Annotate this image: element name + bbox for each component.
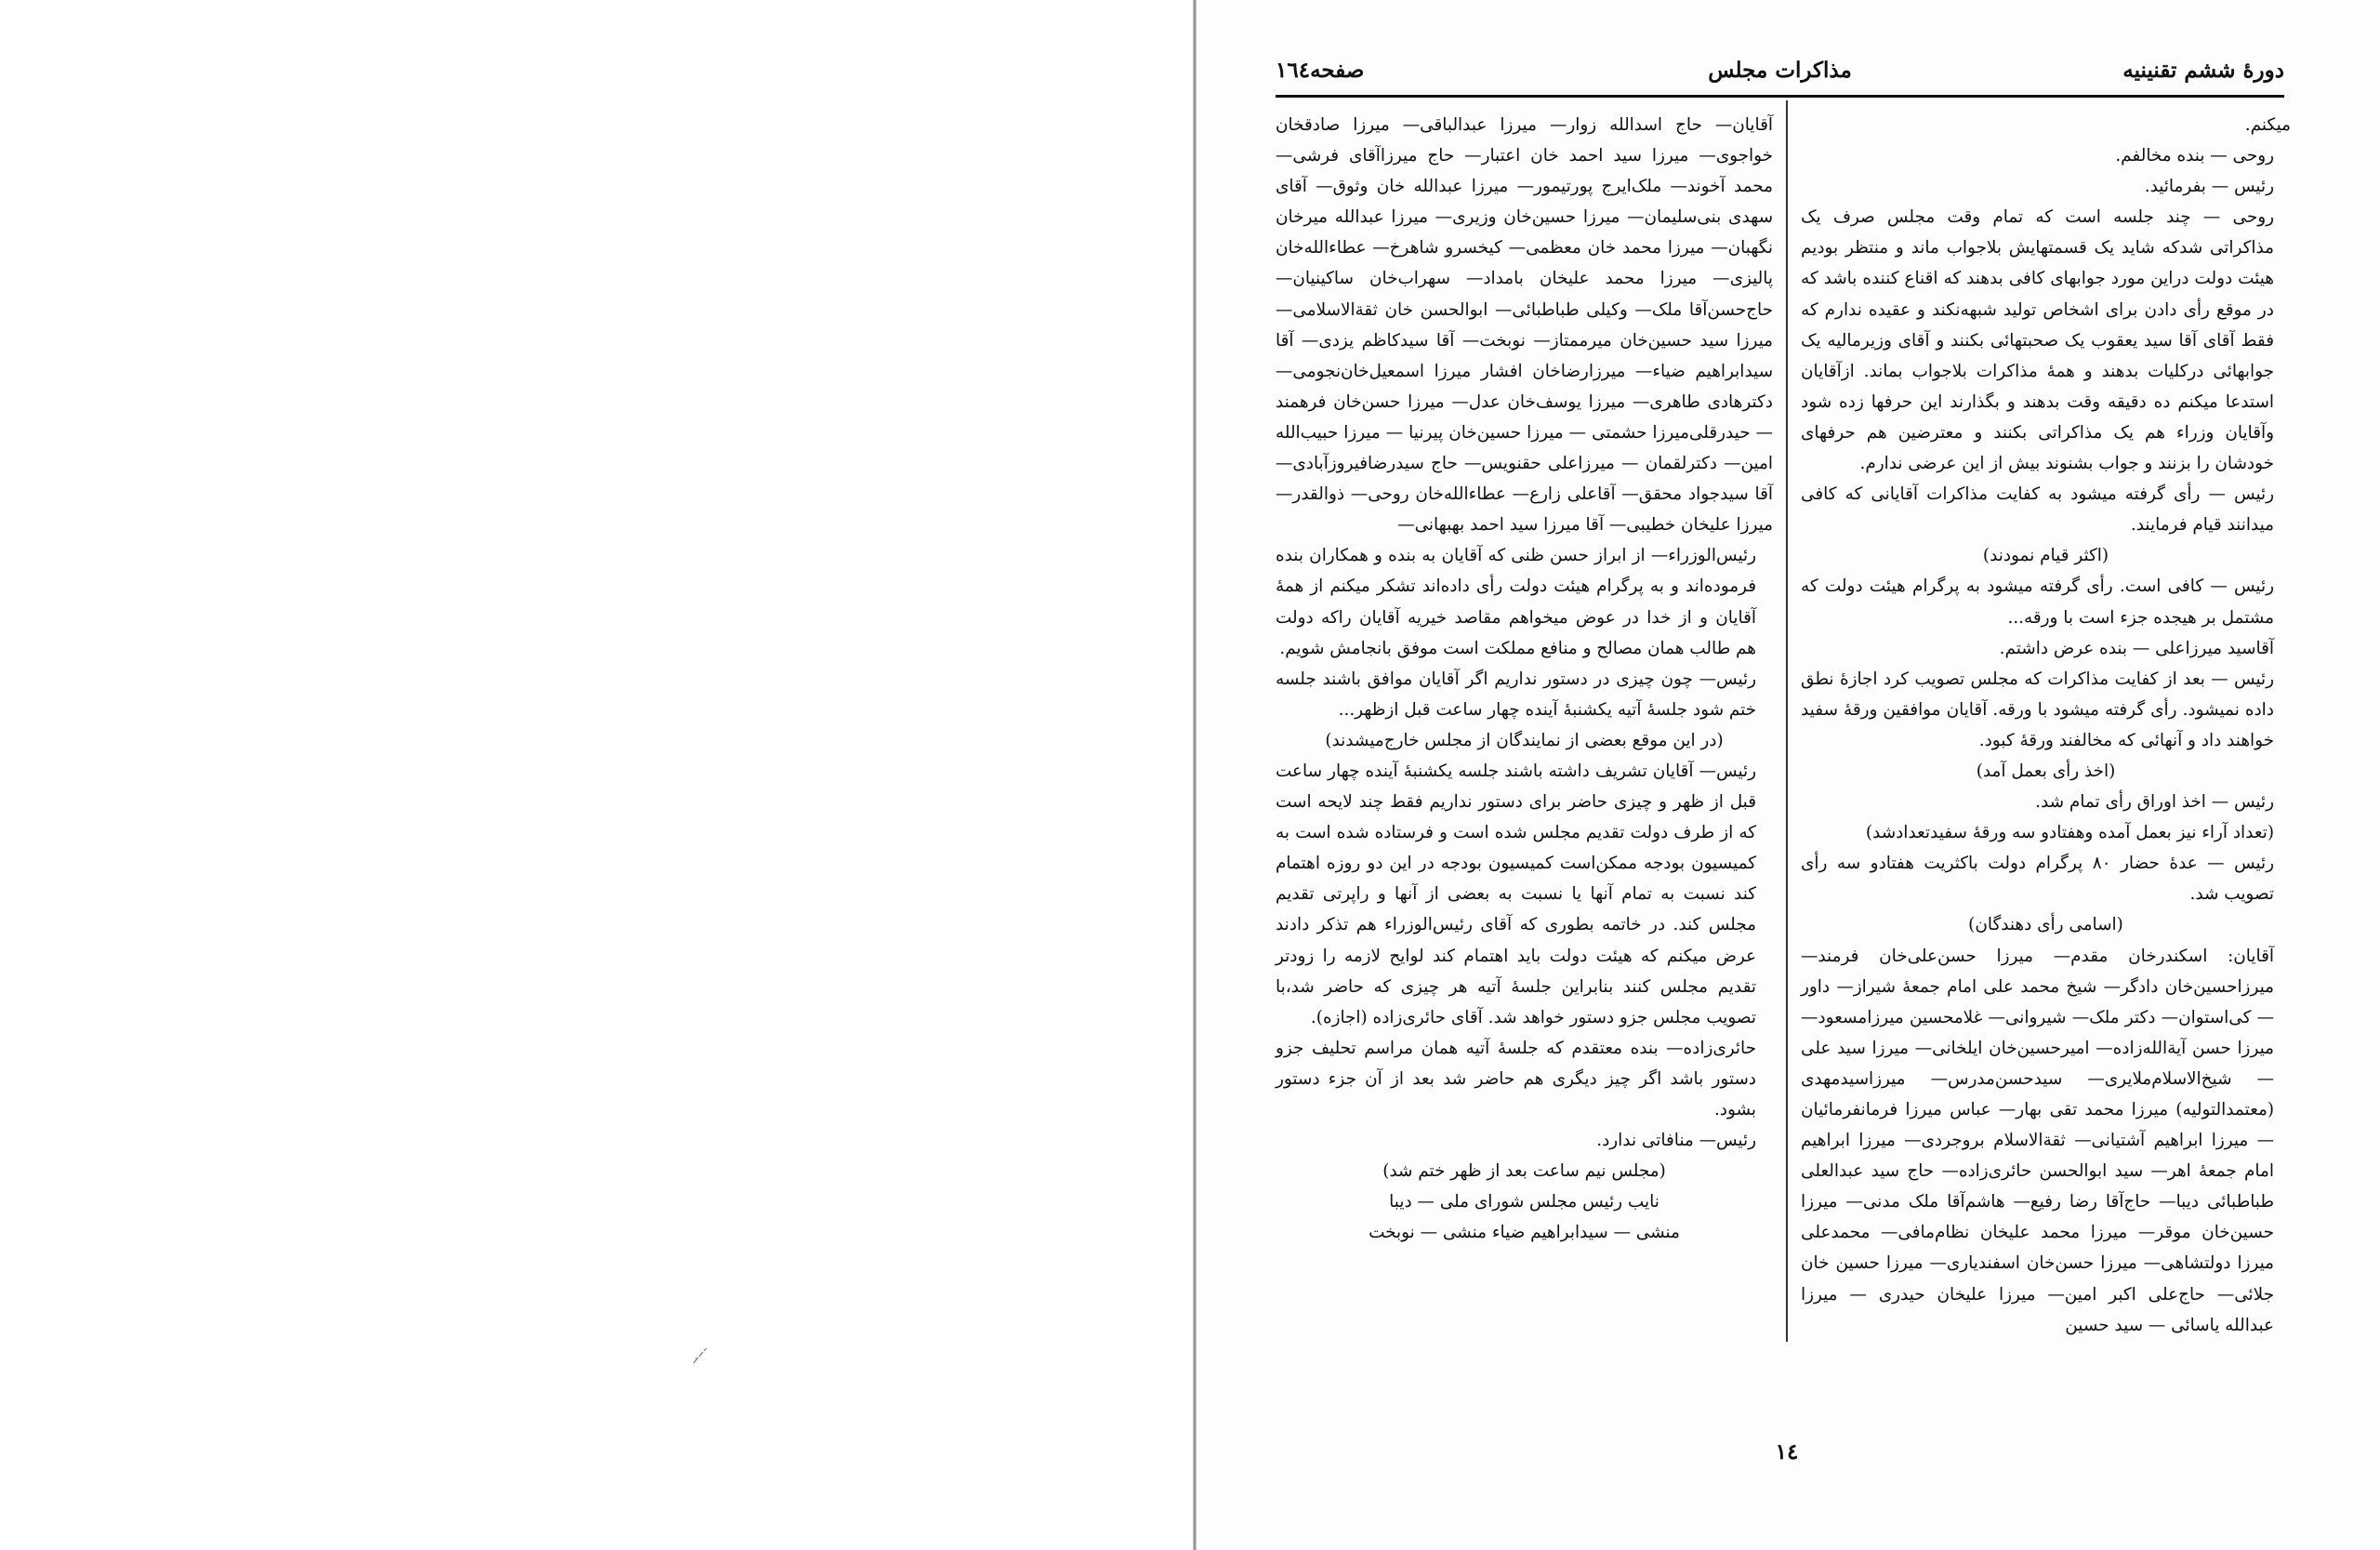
left-text-column [1276, 110, 1773, 1248]
signature-line: نایب رئیس مجلس شورای ملی — دیبا [1389, 1192, 1659, 1212]
header-rule [1276, 95, 2284, 98]
paragraph-centered: (اخذ رأی بعمل آمد) [1976, 761, 2116, 781]
paragraph: رئیس — عدهٔ حضار ۸۰ پرگرام دولت باکثریت هفتادو سه رأی تصویب شد. [1801, 854, 2274, 905]
right-text-column [1801, 110, 2291, 1341]
document-page [1197, 0, 2380, 1550]
page-number: ۱٤ [1775, 1439, 1799, 1464]
ink-speck-mark [690, 1346, 710, 1367]
paragraph: آقاسید میرزاعلی — بنده عرض داشتم. [1999, 638, 2274, 658]
paragraph: رئیس — کافی است. رأی گرفته میشود به پرگرام هیئت دولت که مشتمل بر هیجده جزء است با ورقه... [1801, 576, 2274, 628]
header-journal-title: مذاکرات مجلس [1708, 58, 1852, 83]
paragraph: آقایان— حاج اسدالله زوار— میرزا عبدالباقی— میرزا صادقخان خواجوی— میرزا سید احمد خان اعتبار— حاج میرزاآقای فرشی— محمد آخوند— ملک‌ایرج پورتیمور— میرزا عبدالله خان وثوق— آقای سهدی بنی‌سلیمان— میرزا حسین‌خان وزیری— میرزا عبدالله میرخان نگهبان— میرزا محمد خان معظمی— کیخسرو شاهرخ— عطاءالله‌خان پالیزی— میرزا محمد علیخان بامداد— سهراب‌خان ساکینیان— حاج‌حسن‌آقا ملک— وکیلی طباطبائی— ابوالحسن خان ثقةالاسلامی— میرزا سید حسین‌خان میرممتاز— نوبخت— آقا سیدکاظم یزدی— آقا سیدابراهیم ضیاء— میرزارضاخان افشار میرزا اسمعیل‌خان‌نجومی— دکترهادی طاهری— میرزا یوسف‌خان عدل— میرزا حسن‌خان فرهمند— حیدرقلی‌میرزا حشمتی — میرزا حسین‌خان پیرنیا — میرزا حبیب‌الله امین— دکترلقمان — میرزاعلی حقنویس— حاج سیدرضافیروزآبادی— آقا سیدجواد محقق— آقاعلی زارع— عطاءالله‌خان روحی— ذوالقدر— میرزا علیخان خطیبی— آقا میرزا سید احمد بهبهانی— [1276, 115, 1773, 536]
paragraph: میکنم. [2244, 115, 2291, 135]
paragraph-centered: (اسامی رأی دهندگان) [1968, 915, 2123, 935]
signature-line: منشی — سیدابراهیم ضیاء منشی — نوبخت [1368, 1223, 1680, 1243]
paragraph-centered: (اکثر قیام نمودند) [1982, 546, 2109, 566]
column-divider [1786, 100, 1788, 1342]
paragraph-centered: (مجلس نیم ساعت بعد از ظهر ختم شد) [1382, 1161, 1666, 1182]
paragraph: رئیس — بفرمائید. [2144, 177, 2274, 197]
paragraph: آقایان: اسکندرخان مقدم— میرزا حسن‌علی‌خان فرمند— میرزاحسین‌خان دادگر— شیخ محمد علی امام جمعهٔ شیراز— داور— کی‌استوان— دکتر ملک— شیروانی— غلامحسین میرزامسعود— میرزا حسن آیةالله‌زاده— امیرحسین‌خان ایلخانی— میرزا سید علی— شیخ‌الاسلام‌ملایری— سیدحسن‌مدرس— میرزاسیدمهدی (معتمدالتولیه) میرزا محمد تقی بهار— عباس میرزا فرمانفرمائیان— میرزا ابراهیم آشتیانی— ثقةالاسلام بروجردی— میرزا ابراهیم امام جمعهٔ اهر— سید ابوالحسن حائری‌زاده— حاج سید عبدالعلی طباطبائی دیبا— حاج‌آقا رضا رفیع— هاشم‌آقا ملک مدنی— میرزا حسین‌خان موقر— میرزا محمد علیخان نظام‌مافی— محمدعلی میرزا دولتشاهی— میرزا حسن‌خان اسفندیاری— میرزا حسین خان جلائی— حاج‌علی اکبر امین— میرزا علیخان حیدری — میرزا عبدالله یاسائی — سید حسین [1801, 946, 2274, 1335]
paragraph: روحی — بنده مخالفم. [2115, 146, 2274, 166]
paragraph: (تعداد آراء نیز بعمل آمده وهفتادو سه ورقهٔ سفیدتعدادشد) [1865, 823, 2274, 843]
page-header [1276, 54, 2284, 91]
paragraph: رئیس‌الوزراء— از ابراز حسن ظنی که آقایان به بنده و همکاران بنده فرموده‌اند و به پرگرام هیئت دولت رأی داده‌اند تشکر میکنم از همهٔ آقایان و از خدا در عوض میخواهم مقاصد خیریه آقایان راکه دولت هم طالب همان مصالح و منافع مملکت است موفق بانجامش شویم. [1276, 546, 1756, 658]
paragraph: رئیس — رأی گرفته میشود به کفایت مذاکرات آقایانی که کافی میدانند قیام فرمایند. [1801, 484, 2274, 536]
header-session-title: دورهٔ ششم تقنینیه [2122, 58, 2284, 83]
paragraph: رئیس— آقایان تشریف داشته باشند جلسه یکشنبهٔ آینده چهار ساعت قبل از ظهر و چیزی حاضر برای دستور نداریم فقط چند لایحه است که از طرف دولت تقدیم مجلس شده است و فرستاده شده است به کمیسیون بودجه ممکن‌است کمیسیون بودجه در این دو روزه اهتمام کند نسبت به تمام آنها یا نسبت به بعضی از آنها و راپرتی تقدیم مجلس کند. در خاتمه بطوری که آقای رئیس‌الوزراء هم تذکر دادند عرض میکنم که هیئت دولت باید اهتمام کند لوایح لازمه را زودتر تقدیم مجلس کنند بنابراین جلسهٔ آتیه هر چیزی که حاضر شد،با تصویب مجلس جزو دستور خواهد شد. آقای حائری‌زاده (اجازه). [1276, 761, 1756, 1027]
paragraph-centered: (در این موقع بعضی از نمایندگان از مجلس خارج‌میشدند) [1325, 730, 1724, 750]
paragraph: رئیس — بعد از کفایت مذاکرات که مجلس تصویب کرد اجازهٔ نطق داده نمیشود. رأی گرفته میشود با ورقه. آقایان موافقین ورقهٔ سفید خواهند داد و آنهائی که مخالفند ورقهٔ کبود. [1801, 669, 2274, 750]
paragraph: رئیس — اخذ اوراق رأی تمام شد. [2035, 792, 2274, 813]
paragraph: رئیس— منافاتی ندارد. [1596, 1131, 1756, 1151]
paragraph: حائری‌زاده— بنده معتقدم که جلسهٔ آتیه همان مراسم تحلیف جزو دستور باشد اگر چیز دیگری هم حاضر شد بعد از آن جزء دستور بشود. [1276, 1038, 1756, 1119]
paragraph: رئیس— چون چیزی در دستور نداریم اگر آقایان موافق باشند جلسه ختم شود جلسهٔ آتیه یکشنبهٔ آینده چهار ساعت قبل ازظهر... [1276, 669, 1756, 720]
paragraph: روحی — چند جلسه است که تمام وقت مجلس صرف یک مذاکراتی شدکه شاید یک قسمتهایش بلاجواب ماند و منتظر بودیم هیئت دولت دراین مورد جوابهای کافی بدهند که اقناع کننده باشد که در موقع رأی دادن برای اشخاص تولید شبهه‌نکند و عقیده ندارم که فقط آقای آقا سید یعقوب یک صحبتهائی بکنند و آقای وزیرمالیه یک جوابهائی درکلیات بدهند و همهٔ مذاکرات بلاجواب بماند. ازآقایان استدعا میکنم ده دقیقه وقت بدهند و بگذارند این حرفها زده شود وآقایان وزراء هم یک مذاکراتی بکنند و معترضین هم حرفهای خودشان را بزنند و جواب بشنوند بیش از این عرضی ندارم. [1801, 207, 2274, 474]
header-page-label: صفحه۱٦٤ [1276, 58, 1365, 83]
